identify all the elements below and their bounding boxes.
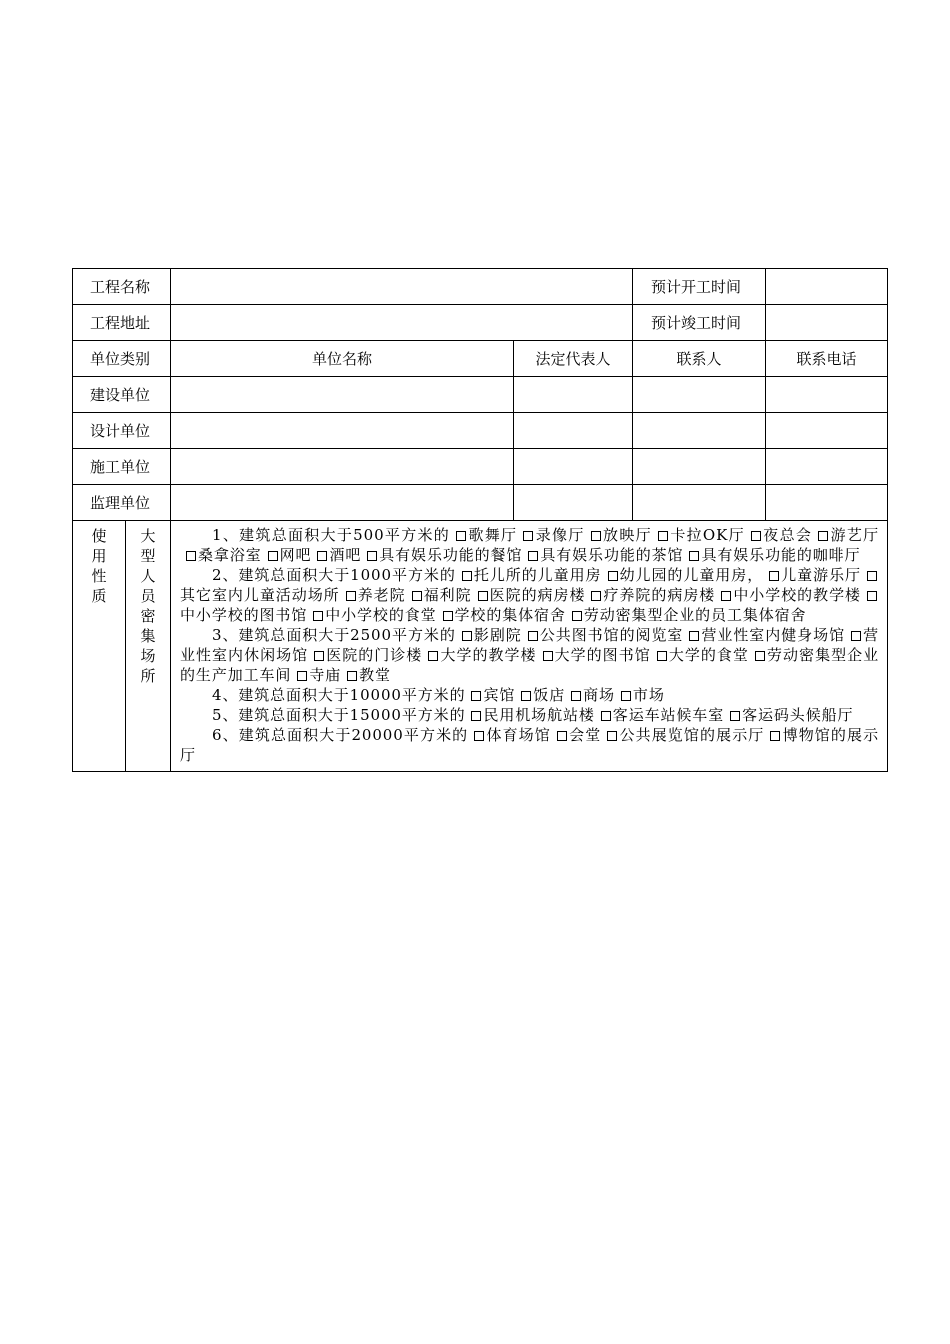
checkbox-icon[interactable]: [428, 651, 438, 661]
venue-option-label: 学校的集体宿舍: [454, 606, 566, 624]
venue-option[interactable]: [812, 526, 879, 544]
venue-option[interactable]: [517, 526, 584, 544]
venue-option-label: 福利院: [423, 586, 472, 604]
venue-option-label: 具有娱乐功能的餐馆: [379, 546, 523, 564]
category-intro: 4、建筑总面积大于10000平方米的: [212, 686, 466, 704]
venue-option-label: 游艺厅: [830, 526, 880, 544]
venue-option-label: 营业性室内休闲场馆: [180, 626, 880, 664]
venue-option[interactable]: [522, 626, 684, 644]
venue-option[interactable]: [724, 706, 853, 724]
venue-option[interactable]: [361, 546, 522, 564]
checkbox-icon[interactable]: [658, 531, 668, 541]
legal-rep-field[interactable]: [514, 413, 633, 449]
venue-option-label: 饭店: [533, 686, 566, 704]
checkbox-icon[interactable]: [347, 671, 357, 681]
checkbox-icon[interactable]: [751, 531, 761, 541]
venue-option[interactable]: [422, 646, 536, 664]
venue-option-label: 大学的食堂: [668, 646, 749, 664]
unit-name-field[interactable]: [171, 413, 514, 449]
venue-option[interactable]: [468, 726, 551, 744]
venue-option[interactable]: [565, 686, 615, 704]
venue-option-label: 客运车站候车室: [612, 706, 725, 724]
checkbox-icon[interactable]: [721, 591, 731, 601]
phone-field[interactable]: [766, 485, 888, 521]
venue-option-label: 酒吧: [329, 546, 362, 564]
checkbox-icon[interactable]: [523, 531, 533, 541]
venue-option[interactable]: [341, 666, 391, 684]
checkbox-icon[interactable]: [317, 551, 327, 561]
contact-field[interactable]: [633, 449, 766, 485]
venue-option[interactable]: [566, 606, 807, 624]
checkbox-icon[interactable]: [471, 691, 481, 701]
venue-option[interactable]: [683, 626, 845, 644]
venue-option[interactable]: [715, 586, 861, 604]
venue-category: [180, 685, 879, 705]
phone-field[interactable]: [766, 377, 888, 413]
venue-option-label: 大学的图书馆: [554, 646, 651, 664]
checkbox-icon[interactable]: [443, 611, 453, 621]
venue-option-label: 劳动密集型企业的生产加工车间: [180, 646, 880, 684]
venue-option[interactable]: [406, 586, 472, 604]
checkbox-icon[interactable]: [462, 631, 472, 641]
contact-field[interactable]: [633, 485, 766, 521]
checkbox-icon[interactable]: [412, 591, 422, 601]
venue-option-label: 疗养院的病房楼: [603, 586, 716, 604]
checkbox-icon[interactable]: [601, 711, 611, 721]
venue-category: [180, 705, 879, 725]
venue-option-label: 市场: [632, 686, 665, 704]
legal-rep-field[interactable]: [514, 377, 633, 413]
venue-option-label: 录像厅: [535, 526, 585, 544]
project-address-field[interactable]: [171, 305, 633, 341]
unit-name-header: 单位名称: [171, 341, 514, 377]
category-intro: 2、建筑总面积大于1000平方米的: [212, 566, 456, 584]
unit-row-construction: [73, 377, 888, 413]
venue-option-label: 夜总会: [762, 526, 813, 544]
unit-row-supervision: [73, 485, 888, 521]
venue-option-label: 中小学校的食堂: [325, 606, 437, 624]
venue-option[interactable]: [465, 706, 594, 724]
venue-category: [180, 565, 879, 625]
legal-rep-header: 法定代表人: [514, 341, 633, 377]
contact-field[interactable]: [633, 413, 766, 449]
checkbox-icon[interactable]: [521, 691, 531, 701]
venue-option[interactable]: [515, 686, 565, 704]
venue-option-label: 商场: [583, 686, 615, 704]
venue-option-label: 网吧: [279, 546, 312, 564]
checkbox-icon[interactable]: [730, 711, 740, 721]
checkbox-icon[interactable]: [528, 631, 538, 641]
checkbox-icon[interactable]: [769, 571, 779, 581]
venue-category: [180, 525, 879, 565]
venue-option-label: 具有娱乐功能的茶馆: [540, 546, 684, 564]
checkbox-icon[interactable]: [313, 611, 323, 621]
phone-field[interactable]: [766, 413, 888, 449]
venue-option[interactable]: [551, 726, 601, 744]
unit-name-field[interactable]: [171, 377, 514, 413]
category-intro: 1、建筑总面积大于500平方米的: [212, 526, 451, 544]
unit-type-header: 单位类别: [73, 341, 171, 377]
category-intro: 6、建筑总面积大于20000平方米的: [212, 726, 469, 744]
unit-header-row: [73, 341, 888, 377]
checkbox-icon[interactable]: [367, 551, 377, 561]
venue-option[interactable]: [311, 546, 361, 564]
venue-option-label: 托儿所的儿童用房: [473, 566, 602, 584]
checkbox-icon[interactable]: [621, 691, 631, 701]
venue-option-label: 体育场馆: [486, 726, 551, 744]
unit-type-label: 建设单位: [73, 377, 171, 413]
venue-option-label: 博物馆的展示厅: [180, 726, 880, 764]
project-name-field[interactable]: [171, 269, 633, 305]
venue-option-label: 医院的病房楼: [489, 586, 586, 604]
venue-option-label: 中小学校的图书馆: [180, 606, 308, 624]
checkbox-icon[interactable]: [755, 651, 765, 661]
venue-option-label: 寺庙: [309, 666, 342, 684]
venue-option-label: 客运码头候船厅: [742, 706, 854, 724]
venue-option[interactable]: [683, 546, 860, 564]
venue-option-label: 医院的门诊楼: [326, 646, 423, 664]
venue-option[interactable]: [456, 566, 602, 584]
checkbox-icon[interactable]: [571, 691, 581, 701]
contact-field[interactable]: [633, 377, 766, 413]
checkbox-icon[interactable]: [543, 651, 553, 661]
venue-option-label: 放映厅: [602, 526, 652, 544]
venue-category: [180, 725, 879, 765]
category-intro: 3、建筑总面积大于2500平方米的: [212, 626, 456, 644]
fire-review-form-table: [72, 268, 888, 772]
checkbox-icon[interactable]: [471, 711, 481, 721]
checkbox-icon[interactable]: [557, 731, 567, 741]
venue-category-list: [171, 521, 888, 772]
checkbox-icon[interactable]: [607, 731, 617, 741]
venue-option-label: 宾馆: [483, 686, 516, 704]
checkbox-icon[interactable]: [462, 571, 472, 581]
venue-category: [180, 625, 879, 685]
project-address-row: [73, 305, 888, 341]
project-address-label: 工程地址: [73, 305, 171, 341]
checkbox-icon[interactable]: [591, 591, 601, 601]
venue-option[interactable]: [262, 546, 312, 564]
venue-option-label: 公共展览馆的展示厅: [619, 726, 765, 744]
unit-type-label: 设计单位: [73, 413, 171, 449]
venue-option-label: 会堂: [568, 726, 602, 744]
checkbox-icon[interactable]: [867, 571, 877, 581]
venue-option[interactable]: [180, 546, 262, 564]
category-intro: 5、建筑总面积大于15000平方米的: [212, 706, 466, 724]
venue-option-label: 中小学校的教学楼: [733, 586, 862, 604]
venue-option-label: 大学的教学楼: [440, 646, 537, 664]
venue-option-label: 养老院: [357, 586, 406, 604]
checkbox-icon[interactable]: [572, 611, 582, 621]
venue-option-label: 影剧院: [473, 626, 522, 644]
usage-nature-label: 使 用 性 质: [73, 521, 126, 772]
venue-option[interactable]: [456, 626, 522, 644]
venue-option[interactable]: [763, 566, 861, 584]
contact-header: 联系人: [633, 341, 766, 377]
planned-completion-field[interactable]: [766, 305, 888, 341]
venue-option-label: 具有娱乐功能的咖啡厅: [701, 546, 861, 564]
unit-type-label: 施工单位: [73, 449, 171, 485]
venue-option-label: 劳动密集型企业的员工集体宿舍: [583, 606, 807, 624]
checkbox-icon[interactable]: [268, 551, 278, 561]
unit-name-field[interactable]: [171, 485, 514, 521]
project-name-row: [73, 269, 888, 305]
checkbox-icon[interactable]: [474, 731, 484, 741]
checkbox-icon[interactable]: [608, 571, 618, 581]
usage-nature-row: [73, 521, 888, 772]
venue-option[interactable]: [465, 686, 515, 704]
planned-completion-label: 预计竣工时间: [633, 305, 766, 341]
checkbox-icon[interactable]: [314, 651, 324, 661]
venue-option[interactable]: [651, 646, 749, 664]
checkbox-icon[interactable]: [186, 551, 196, 561]
venue-option-label: 儿童游乐厅: [781, 566, 862, 584]
phone-field[interactable]: [766, 449, 888, 485]
venue-option-label: 桑拿浴室: [198, 546, 262, 564]
checkbox-icon[interactable]: [818, 531, 828, 541]
venue-option[interactable]: [652, 526, 745, 544]
venue-option-label: 卡拉OK厅: [669, 526, 745, 544]
legal-rep-field[interactable]: [514, 449, 633, 485]
venue-option[interactable]: [472, 586, 586, 604]
checkbox-icon[interactable]: [346, 591, 356, 601]
unit-row-contractor: [73, 449, 888, 485]
checkbox-icon[interactable]: [770, 731, 780, 741]
venue-option-label: 公共图书馆的阅览室: [539, 626, 684, 644]
checkbox-icon[interactable]: [591, 531, 601, 541]
venue-option-label: 幼儿园的儿童用房，: [619, 566, 764, 584]
venue-option[interactable]: [615, 686, 665, 704]
checkbox-icon[interactable]: [689, 551, 699, 561]
venue-option-label: 教堂: [359, 666, 391, 684]
venue-option[interactable]: [340, 586, 406, 604]
checkbox-icon[interactable]: [478, 591, 488, 601]
checkbox-icon[interactable]: [867, 591, 877, 601]
venue-option[interactable]: [437, 606, 566, 624]
venue-option[interactable]: [745, 526, 812, 544]
venue-option-label: 民用机场航站楼: [483, 706, 595, 724]
venue-option[interactable]: [307, 606, 436, 624]
planned-start-label: 预计开工时间: [633, 269, 766, 305]
venue-option[interactable]: [602, 566, 764, 584]
checkbox-icon[interactable]: [456, 531, 466, 541]
crowded-venue-label: 大 型 人 员 密 集 场 所: [126, 521, 171, 772]
checkbox-icon[interactable]: [689, 631, 699, 641]
venue-option[interactable]: [291, 666, 341, 684]
unit-name-field[interactable]: [171, 449, 514, 485]
venue-option[interactable]: [595, 706, 724, 724]
venue-option-label: 营业性室内健身场馆: [701, 626, 846, 644]
unit-type-label: 监理单位: [73, 485, 171, 521]
venue-option[interactable]: [522, 546, 683, 564]
checkbox-icon[interactable]: [851, 631, 861, 641]
checkbox-icon[interactable]: [297, 671, 307, 681]
project-name-label: 工程名称: [73, 269, 171, 305]
venue-option[interactable]: [308, 646, 422, 664]
venue-option-label: 其它室内儿童活动场所: [180, 586, 340, 604]
venue-option-label: 歌舞厅: [468, 526, 518, 544]
venue-option[interactable]: [601, 726, 764, 744]
checkbox-icon[interactable]: [657, 651, 667, 661]
venue-option[interactable]: [585, 526, 652, 544]
phone-header: 联系电话: [766, 341, 888, 377]
venue-option[interactable]: [450, 526, 517, 544]
planned-start-field[interactable]: [766, 269, 888, 305]
legal-rep-field[interactable]: [514, 485, 633, 521]
unit-row-design: [73, 413, 888, 449]
venue-option[interactable]: [537, 646, 651, 664]
venue-option[interactable]: [585, 586, 715, 604]
checkbox-icon[interactable]: [528, 551, 538, 561]
